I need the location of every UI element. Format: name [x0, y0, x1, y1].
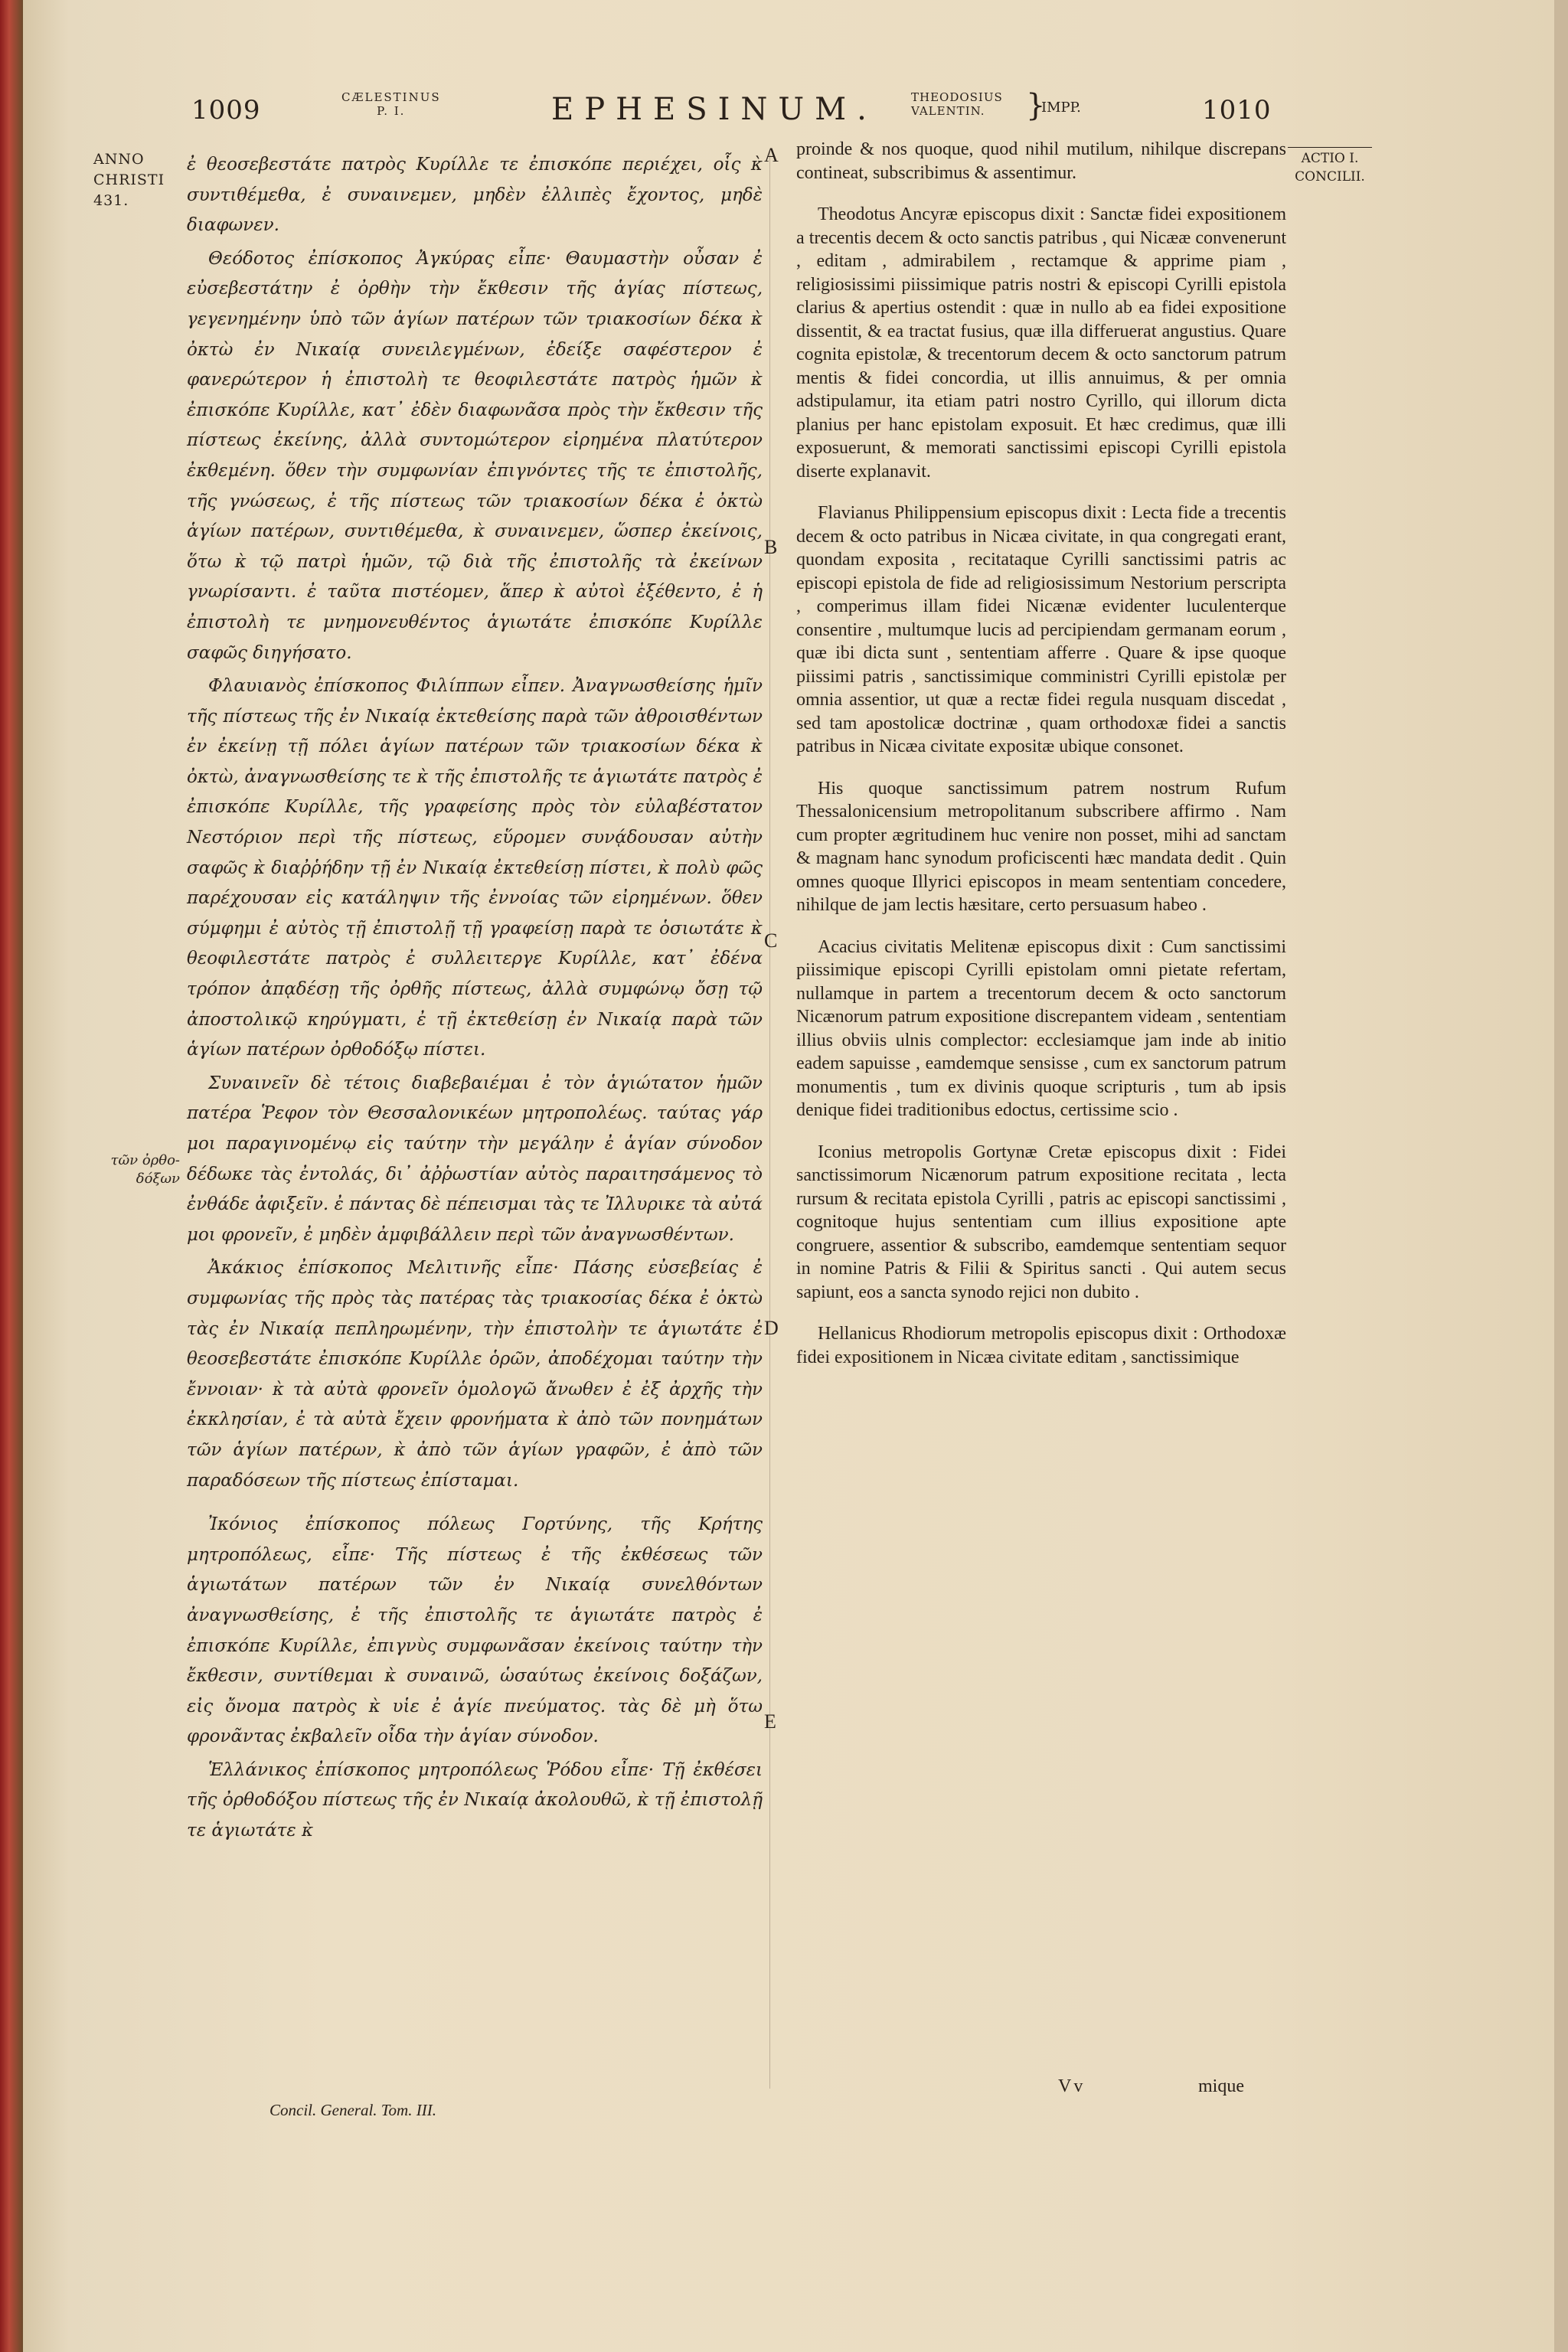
margin-christi: CHRISTI [93, 172, 165, 188]
section-marker-e: E [764, 1710, 776, 1733]
latin-paragraph: Acacius civitatis Melitenæ episcopus dixit : Cum sanctissimi piissimique episcopi Cyrilli epistolam omni pietate refertam, nullamque in partem a trecentorum decem & octo sanctorum Nicænorum patrum expositione discrepantem videam , sententiam illius obviis ulnis complector: ecclesiamque jam inde ab initio eadem sapuisse , eamdemque sensisse , cum ex sanctorum patrum monumentis , tum ex divinis quoque scripturis , tum ab ipsis denique fidei traditionibus edoctus, certissime scio . [796, 936, 1286, 1120]
greek-paragraph: Θεόδοτος ἐπίσκοπος Ἀγκύρας εἶπε· Θαυμαστὴν οὖσαν ἐ εὐσεβεστάτην ἐ ὀρθὴν τὴν ἔκθεσιν τῆς ἁγίας πίστεως, γεγενημένην ὑπὸ τῶν ἁγίων πατέρων τῶν τριακοσίων δέκα κ̀ ὀκτὼ ἐν Νικαίᾳ συνειλεγμένων, ἐδείξε σαφέστερον ἐ φανερώτερον ἡ ἐπιστολὴ τε θεοφιλεστάτε πατρὸς ἡμῶν κ̀ ἐπισκόπε Κυρίλλε, κατ᾽ ἐδὲν διαφωνᾶσα πρὸς τὴν ἔκθεσιν τῆς πίστεως ἐκείνης, ἀλλὰ συντομώτερον εἰρημένα πλατύτερον ἐκθεμένη. ὅθεν τὴν συμφωνίαν ἐπιγνόντες τῆς τε ἐπιστολῆς, τῆς γνώσεως, ἐ τῆς πίστεως τῶν τριακοσίων δέκα ἐ ὀκτὼ ἁγίων πατέρων, συντιθέμεθα, κ̀ συναινεμεν, ὥσπερ ἐκείνοις, ὅτω κ̀ τῷ πατρὶ ἡμῶν, τῷ διὰ τῆς ἐπιστολῆς τὰ ἐκείνων γνωρίσαντι. ἐ ταῦτα πιστέομεν, ἅπερ κ̀ αὐτοὶ ἐξέθεντο, ἐ ἡ ἐπιστολὴ τε μνημονευθέντος ἁγιωτάτε ἐπισκόπε Κυρίλλε σαφῶς διηγήσατο. [187, 248, 763, 663]
margin-year: 431. [93, 192, 129, 209]
latin-paragraph: Hellanicus Rhodiorum metropolis episcopus dixit : Orthodoxæ fidei expositionem in Nicæa civitate editam , sanctissimique [796, 1324, 1286, 1367]
page-header [191, 90, 1279, 136]
greek-text-column [187, 150, 763, 1847]
header-imperatores: IMPP. [1041, 100, 1081, 116]
latin-text-column [796, 138, 1286, 1369]
greek-paragraph: ἐ θεοσεβεστάτε πατρὸς Κυρίλλε τε ἐπισκόπε περιέχει, οἷς κ̀ συντιθέμεθα, ἐ συναινεμεν, μηδὲν ἐλλιπὲς ἔχοντος, μηδὲ διαφωνεν. [187, 155, 763, 236]
margin-year-note [93, 149, 185, 211]
section-marker-a: A [764, 144, 779, 166]
latin-paragraph: Theodotus Ancyræ episcopus dixit : Sanctæ fidei expositionem a trecentis decem & octo sanctis patribus , qui Nicææ convenerunt , editam , admirabilem , rectamque & apprime piam , religiosissimi piissimique patris nostri & episcopi Cyrilli epistola clarius & apertius ostendit : quæ in nullo ab ea fidei expositione dissentit, & ea tractat fusius, quæ illa differuerat angustius. Quare cognita epistolæ, & trecentorum decem & octo sanctorum patrum mentis & fidei concordia, ut illis annuimus, & per omnia adstipulamur, ita etiam patri nostro Cyrillo, qui illorum dicta planius per hanc epistolam exposuit. Et hæc credimus, quæ illi exposuerunt, & memorati sanctissimi episcopi Cyrilli epistola diserte explanavit. [796, 204, 1286, 482]
latin-paragraph: Iconius metropolis Gortynæ Cretæ episcopus dixit : Fidei sanctissimorum Nicænorum patrum expositione recitata , lecta rursum & recitata epistola Cyrilli , patris ac episcopi sanctissimi , cognitoque hujus sententiam cum illius expositione apte congruere, assentior & subscribo, eamdemque sententiam sequor in nomine Patris & Filii & Spiritus sancti . Qui autem secus sapiunt, eos a sancta synodo rejici non dubito . [796, 1142, 1286, 1302]
header-emperor-1: THEODOSIUS [911, 90, 1003, 104]
book-binding-edge [0, 0, 23, 2352]
greek-paragraph: Ἑλλάνικος ἐπίσκοπος μητροπόλεως Ῥόδου εἶπε· Τῇ ἐκθέσει τῆς ὀρθοδόξου πίστεως τῆς ἐν Νικαίᾳ ἀκολουθῶ, κ̀ τῇ ἐπιστολῇ τε ἁγιωτάτε κ̀ [187, 1759, 763, 1841]
margin-concilii: CONCILII. [1295, 169, 1365, 185]
actio-rule [1288, 147, 1372, 148]
page-number-left: 1009 [191, 95, 261, 126]
margin-actio-note [1280, 147, 1380, 186]
greek-paragraph: Συναινεῖν δὲ τέτοις διαβεβαιέμαι ἐ τὸν ἁγιώτατον ἡμῶν πατέρα Ῥεφον τὸν Θεσσαλονικέων μητροπολέως. ταύτας γάρ μοι παραγινομένῳ εἰς ταύτην τὴν μεγάλην ἐ ἁγίαν σύνοδον δέδωκε τὰς ἐντολάς, δι᾽ ἀῤῥωστίαν αὐτὸς παραιτησάμενος τὸ ἐνθάδε ἀφιξεῖν. ἐ πάντας δὲ πέπεισμαι τὰς τε Ἰλλυρικε τὰ αὐτά μοι φρονεῖν, ἐ μηδὲν ἀμφιβάλλειν περὶ τῶν ἀναγνωσθέντων. [187, 1073, 763, 1245]
greek-paragraph: Ἰκόνιος ἐπίσκοπος πόλεως Γορτύνης, τῆς Κρήτης μητροπόλεως, εἶπε· Τῆς πίστεως ἐ τῆς ἐκθέσεως τῶν ἁγιωτάτων πατέρων τῶν ἐν Νικαίᾳ συνελθόντων ἀναγνωσθείσης, ἐ τῆς ἐπιστολῆς τε ἁγιωτάτε πατρὸς ἐ ἐπισκόπε Κυρίλλε, ἐπιγνὺς συμφωνᾶσαν ἐκείνοις ταύτην τὴν ἔκθεσιν, συντίθεμαι κ̀ συναινῶ, ὡσαύτως ἐκείνοις δοξάζων, εἰς ὄνομα πατρὸς κ̀ υἱε ἐ ἁγίε πνεύματος. τὰς δὲ μὴ ὅτω φρονᾶντας ἐκβαλεῖν οἶδα τὴν ἁγίαν σύνοδον. [187, 1514, 763, 1747]
footer-signature-mark: Vv [1058, 2076, 1086, 2096]
margin-anno: ANNO [93, 151, 145, 168]
greek-side-note: τῶν ὀρθο-δόξων [110, 1152, 180, 1187]
page-number-right: 1010 [1202, 95, 1272, 126]
column-divider [769, 152, 770, 2089]
latin-paragraph: His quoque sanctissimum patrem nostrum Rufum Thessalonicensium metropolitanum subscribere affirmo . Nam cum propter ægritudinem huc venire non posset, mihi ad sanctam & magnam hanc synodum proficiscenti hæc mandata dedit . Quin omnes quoque Illyrici episcopos in meam sententiam concedere, nihilque de jam lectis hæsitare, certo persuasum habeo . [796, 778, 1286, 915]
section-marker-c: C [764, 929, 778, 952]
header-pope-name: CÆLESTINUS [341, 90, 441, 104]
header-pope-number: P. I. [377, 104, 406, 118]
latin-paragraph: Flavianus Philippensium episcopus dixit : Lecta fide a trecentis decem & octo patribus in Nicæa civitate, in qua congregati erant, quondam exposita , recitataque Cyrilli sanctissimi patris ac episcopi epistola de fide ad religiosissimum Nestorium perscripta , comperimus illam fidei Nicænæ evidenter luculenterque consentire , multumque lucis ad percipiendam germanam eorum , quæ ibi dicta sunt , sententiam afferre . Quare & ipse quoque piissimi patris , sanctissimique comministri Cyrilli epistolæ per omnia assentior, ut quæ a rectæ fidei regula nusquam discedat , sed tam apostolicæ doctrinæ , quam orthodoxæ fidei a sanctis patribus in Nicæa civitate expositæ ubique consonet. [796, 503, 1286, 756]
greek-paragraph: Ἀκάκιος ἐπίσκοπος Μελιτινῆς εἶπε· Πάσης εὐσεβείας ἐ συμφωνίας τῆς πρὸς τὰς πατέρας τὰς τριακοσίας δέκα ἐ ὀκτὼ τὰς ἐν Νικαίᾳ πεπληρωμένην, τὴν ἐπιστολὴν τε ἁγιωτάτε ἐ θεοσεβεστάτε ἐπισκόπε Κυρίλλε ὁρῶν, ἀποδέχομαι ταύτην τὴν ἔννοιαν· κ̀ τὰ αὐτὰ φρονεῖν ὁμολογῶ ἄνωθεν ἐ ἐξ ἀρχῆς τὴν ἐκκλησίαν, ἐ τὰ αὐτὰ ἔχειν φρονήματα κ̀ ἀπὸ τῶν πονημάτων τῶν ἁγίων πατέρων, κ̀ ἀπὸ τῶν ἁγίων γραφῶν, ἐ ἀπὸ τῶν παραδόσεων τῆς πίστεως ἐπίσταμαι. [187, 1258, 763, 1491]
running-title: EPHESINUM. [551, 92, 877, 127]
footer-volume-title: Concil. General. Tom. III. [270, 2101, 436, 2119]
header-pope [341, 90, 441, 118]
section-marker-b: B [764, 536, 778, 558]
header-emperor-2: VALENTIN. [911, 104, 985, 118]
margin-actio: ACTIO I. [1301, 151, 1359, 166]
footer-catchword: mique [1198, 2076, 1244, 2096]
header-brace: } [1026, 88, 1046, 123]
header-emperors [911, 90, 1003, 118]
section-marker-d: D [764, 1317, 779, 1339]
greek-paragraph: Φλαυιανὸς ἐπίσκοπος Φιλίππων εἶπεν. Ἀναγνωσθείσης ἡμῖν τῆς πίστεως τῆς ἐν Νικαίᾳ ἐκτεθείσης παρὰ τῶν ἀθροισθέντων ἐν ἐκείνῃ τῇ πόλει ἁγίων πατέρων τῶν τριακοσίων δέκα κ̀ ὀκτὼ, ἀναγνωσθείσης τε κ̀ τῆς ἐπιστολῆς τε ἁγιωτάτε πατρὸς ἐ ἐπισκόπε Κυρίλλε, τῆς γραφείσης πρὸς τὸν εὐλαβέστατον Νεστόριον περὶ τῆς πίστεως, εὕρομεν συνᾴδουσαν αὐτὴν σαφῶς κ̀ διαῤῥήδην τῇ ἐν Νικαίᾳ ἐκτεθείσῃ πίστει, κ̀ πολὺ φῶς παρέχουσαν εἰς κατάληψιν τῆς ἐννοίας τῶν εἰρημένων. ὅθεν σύμφημι ἐ αὐτὸς τῇ ἐπιστολῇ τῇ γραφείσῃ παρὰ τε ὁσιωτάτε κ̀ θεοφιλεστάτε πατρὸς ἐ συλλειτεργε Κυρίλλε, κατ᾽ ἐδένα τρόπον ἀπᾳδέσῃ τῆς ὀρθῆς πίστεως, ἀλλὰ συμφώνῳ ὄσῃ τῷ ἀποστολικῷ κηρύγματι, ἐ τῇ ἐκτεθείσῃ ἐν Νικαίᾳ παρὰ τῶν ἁγίων πατέρων ὀρθοδόξῳ πίστει. [187, 676, 763, 1060]
latin-paragraph: proinde & nos quoque, quod nihil mutilum, nihilque discrepans contineat, subscribimus & assentimur. [796, 139, 1286, 183]
